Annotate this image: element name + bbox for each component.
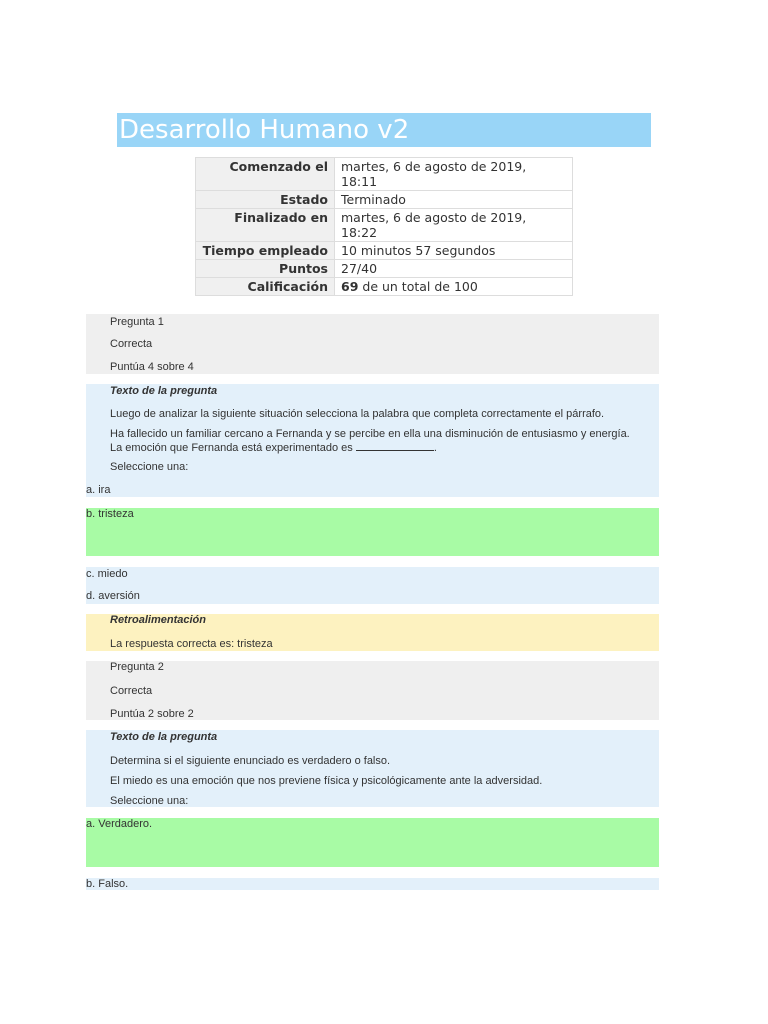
summary-row [196,191,573,209]
option-b[interactable]: b. Falso. [86,878,129,890]
summary-label: Tiempo empleado [196,242,335,260]
question-instruction: Determina si el siguiente enunciado es verdadero o falso. [110,755,391,767]
option-a-label: a. Verdadero. [86,818,153,830]
question-number: Pregunta 1 [110,316,164,328]
summary-row [196,278,573,296]
select-one-label: Seleccione una: [110,461,189,473]
answer-blank [356,441,434,451]
option-c[interactable]: c. miedo [86,568,128,580]
question-text-heading: Texto de la pregunta [110,731,218,743]
option-a-correct[interactable] [86,818,659,867]
summary-value: Terminado [335,191,573,209]
question-text-heading: Texto de la pregunta [110,385,218,397]
option-a[interactable]: a. ira [86,484,111,496]
option-d[interactable]: d. aversión [86,590,140,602]
feedback-box [86,614,659,651]
option-b-row [86,878,659,890]
question-1-content [86,384,659,497]
option-b-correct[interactable] [86,508,659,556]
grade-value: 69 [341,279,359,294]
question-2-content [86,730,659,807]
summary-row [196,209,573,242]
question-body: El miedo es una emoción que nos previene física y psicológicamente ante la adversidad. [110,775,543,787]
quiz-title-bar [117,113,651,147]
summary-value: martes, 6 de agosto de 2019, 18:22 [335,209,573,242]
summary-value [335,278,573,296]
question-1-info [86,314,659,374]
question-body-text: Ha fallecido un familiar cercano a Fernanda y se percibe en ella una disminución de entusiasmo y energía. La emoción que Fernanda está experimentado es [110,428,630,454]
question-body-end: . [433,442,437,454]
summary-label: Puntos [196,260,335,278]
question-instruction: Luego de analizar la siguiente situación selecciona la palabra que completa correctamente el párrafo. [110,408,605,420]
option-b-label: b. tristeza [86,508,134,520]
summary-value: 10 minutos 57 segundos [335,242,573,260]
select-one-label: Seleccione una: [110,795,189,807]
attempt-summary-table [195,157,573,296]
summary-label: Comenzado el [196,158,335,191]
summary-label: Calificación [196,278,335,296]
question-body [110,428,630,455]
summary-value: 27/40 [335,260,573,278]
question-2-info [86,661,659,720]
summary-label: Finalizado en [196,209,335,242]
question-status: Correcta [110,338,153,350]
summary-row [196,260,573,278]
question-status: Correcta [110,685,153,697]
quiz-title: Desarrollo Humano v2 [119,115,410,145]
summary-row [196,242,573,260]
summary-row [196,158,573,191]
question-score: Puntúa 4 sobre 4 [110,361,194,373]
question-number: Pregunta 2 [110,661,164,673]
summary-label: Estado [196,191,335,209]
grade-total: de un total de 100 [358,279,478,294]
feedback-heading: Retroalimentación [110,614,206,626]
options-cd [86,567,659,604]
summary-value: martes, 6 de agosto de 2019, 18:11 [335,158,573,191]
feedback-text: La respuesta correcta es: tristeza [110,638,273,650]
question-score: Puntúa 2 sobre 2 [110,708,194,720]
